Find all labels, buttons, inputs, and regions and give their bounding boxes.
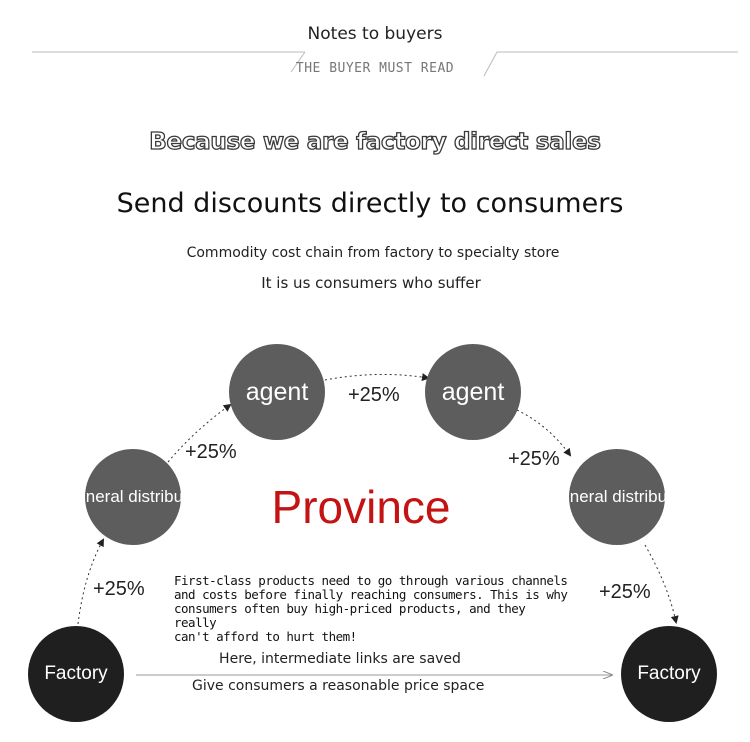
factory-left-label: Factory xyxy=(44,663,108,684)
arrow-agent-to-agent xyxy=(325,374,428,380)
markup-agent-to-general: +25% xyxy=(508,448,560,470)
general-distributor-left-label: General distributor xyxy=(63,487,203,506)
factory-right-node xyxy=(621,626,717,722)
headline: Because we are factory direct sales xyxy=(149,129,601,155)
cost-chain-text: Commodity cost chain from factory to specialty store xyxy=(186,245,560,261)
province-label: Province xyxy=(271,481,451,533)
markup-agent-to-agent: +25% xyxy=(348,384,400,406)
consumers-suffer-text: It is us consumers who suffer xyxy=(261,274,481,292)
general-distributor-right-label: General distributor xyxy=(547,487,687,506)
header-title: Notes to buyers xyxy=(307,24,443,44)
description-line: First-class products need to go through various channels xyxy=(174,573,568,588)
description-line: can't afford to hurt them! xyxy=(174,629,357,644)
description-line: consumers often buy high-priced products, and they really xyxy=(174,601,526,630)
factory-right-label: Factory xyxy=(637,663,701,684)
links-saved-note: Here, intermediate links are saved xyxy=(219,651,461,667)
subheadline: Send discounts directly to consumers xyxy=(116,188,624,219)
agent-right-node xyxy=(425,344,521,440)
factory-left-node xyxy=(28,626,124,722)
markup-general-to-agent: +25% xyxy=(185,441,237,463)
description-line: and costs before finally reaching consumers. This is why xyxy=(174,587,568,602)
agent-left-node xyxy=(229,344,325,440)
price-space-note: Give consumers a reasonable price space xyxy=(192,678,485,694)
agent-left-label: agent xyxy=(245,377,309,406)
header-subtitle: THE BUYER MUST READ xyxy=(295,61,455,76)
agent-right-label: agent xyxy=(441,377,505,406)
markup-factory-to-general: +25% xyxy=(93,578,145,600)
description-text xyxy=(174,574,574,644)
markup-general-to-factory: +25% xyxy=(599,581,651,603)
